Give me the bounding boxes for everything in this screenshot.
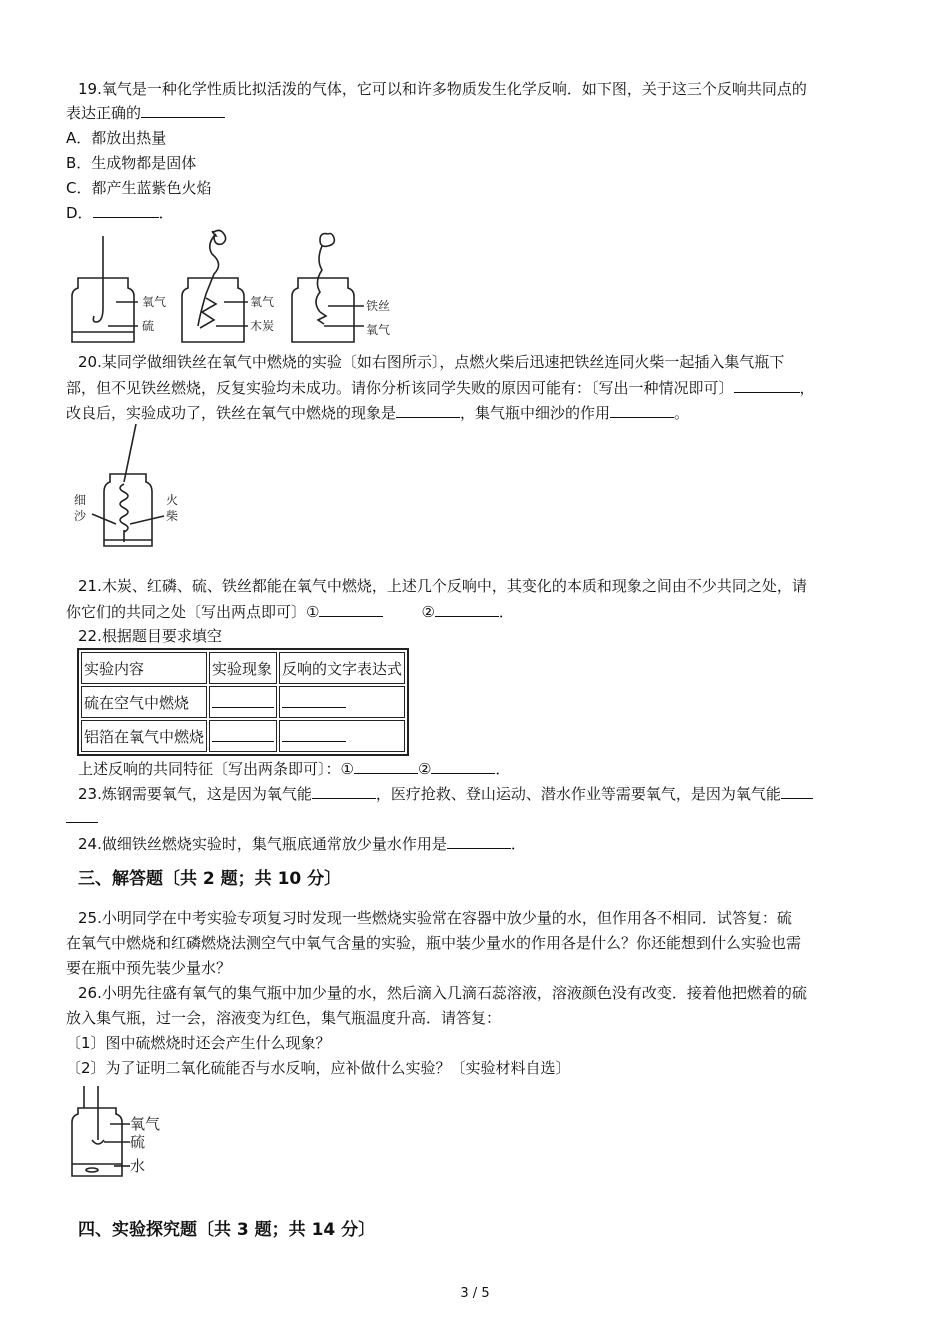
label-iron-wire: 铁丝 bbox=[366, 299, 391, 313]
table-header: 实验内容 bbox=[81, 652, 207, 684]
q20-line2: 部，但不见铁丝燃烧，反复实验均未成功。请你分析该同学失败的原因可能有：〔写出一种情况即可〕 ， bbox=[66, 379, 815, 397]
sulfur-jar-figure bbox=[70, 1084, 190, 1184]
label-oxygen: 氧气 bbox=[366, 323, 391, 337]
answer-cell[interactable] bbox=[279, 720, 405, 752]
answer-blank[interactable] bbox=[141, 103, 225, 118]
table-row bbox=[81, 686, 405, 718]
label-sulfur: 硫 bbox=[142, 319, 155, 333]
label-match: 火 bbox=[166, 493, 179, 507]
q19-option-a: A．都放出热量 bbox=[66, 129, 167, 147]
q21-line1: 21.木炭、红磷、硫、铁丝都能在氧气中燃烧，上述几个反响中，其变化的本质和现象之间由不少共同之处，请 bbox=[78, 577, 807, 595]
answer-cell[interactable] bbox=[209, 686, 277, 718]
iron-wire-jar-figure bbox=[72, 422, 192, 552]
answer-cell[interactable] bbox=[279, 686, 405, 718]
q22-title: 22.根据题目要求填空 bbox=[78, 627, 222, 645]
answer-blank[interactable] bbox=[447, 834, 511, 849]
q26-sub2: 〔2〕为了证明二氧化硫能否与水反响，应补做什么实验？〔实验材料自选〕 bbox=[66, 1059, 571, 1077]
q25-line1: 25.小明同学在中考实验专项复习时发现一些燃烧实验常在容器中放少量的水，但作用各不相同．试答复：硫 bbox=[78, 909, 792, 927]
q19-option-c: C．都产生蓝紫色火焰 bbox=[66, 179, 212, 197]
q22-footer: 上述反响的共同特征〔写出两条即可〕：① ② ． bbox=[78, 760, 511, 778]
label-match: 柴 bbox=[166, 509, 179, 523]
answer-blank[interactable] bbox=[93, 203, 159, 218]
answer-blank[interactable] bbox=[435, 602, 499, 617]
experiment-table bbox=[77, 648, 409, 756]
label-oxygen: 氧气 bbox=[142, 295, 167, 309]
table-header: 反响的文字表达式 bbox=[279, 652, 405, 684]
table-row bbox=[81, 720, 405, 752]
answer-cell[interactable] bbox=[209, 720, 277, 752]
q19-option-b: B．生成物都是固体 bbox=[66, 154, 197, 172]
answer-blank[interactable] bbox=[312, 784, 376, 799]
section-heading: 四、实验探究题〔共 3 题；共 14 分〕 bbox=[78, 1220, 376, 1240]
answer-blank[interactable] bbox=[396, 403, 460, 418]
answer-blank[interactable] bbox=[610, 403, 674, 418]
q19-line1: 19.氧气是一种化学性质比拟活泼的气体，它可以和许多物质发生化学反响．如下图，关于这三个反响共同点的 bbox=[78, 80, 807, 98]
q21-line2: 你它们的共同之处〔写出两点即可〕① ② ． bbox=[66, 603, 514, 621]
q19-line2: 表达正确的 bbox=[66, 103, 225, 123]
q26-line1: 26.小明先往盛有氧气的集气瓶中加少量的水，然后滴入几滴石蕊溶液，溶液颜色没有改变．接着他把燃着的硫 bbox=[78, 984, 807, 1002]
answer-blank[interactable] bbox=[734, 378, 800, 393]
label-oxygen: 氧气 bbox=[250, 295, 275, 309]
q19-option-d: D． ． bbox=[66, 204, 174, 222]
q26-line2: 放入集气瓶，过一会，溶液变为红色，集气瓶温度升高．请答复： bbox=[66, 1009, 502, 1027]
answer-blank[interactable] bbox=[354, 759, 418, 774]
three-reactions-figure bbox=[66, 230, 406, 348]
q25-line2: 在氧气中燃烧和红磷燃烧法测空气中氧气含量的实验，瓶中装少量水的作用各是什么？你还能想到什么实验也需 bbox=[66, 934, 802, 952]
table-cell: 铝箔在氧气中燃烧 bbox=[81, 720, 207, 752]
table-cell: 硫在空气中燃烧 bbox=[81, 686, 207, 718]
page-number: 3 / 5 bbox=[460, 1286, 490, 1301]
answer-blank[interactable] bbox=[781, 784, 813, 799]
q20-line3: 改良后，实验成功了，铁丝在氧气中燃烧的现象是 ，集气瓶中细沙的作用 。 bbox=[66, 404, 690, 422]
label-oxygen: 氧气 bbox=[130, 1115, 161, 1133]
q23-line1: 23.炼钢需要氧气，这是因为氧气能 ，医疗抢救、登山运动、潜水作业等需要氧气，是因为氧气能 bbox=[78, 784, 813, 804]
table-header: 实验现象 bbox=[209, 652, 277, 684]
answer-blank[interactable] bbox=[319, 602, 383, 617]
q23-line2 bbox=[66, 808, 98, 828]
answer-blank[interactable] bbox=[431, 759, 495, 774]
answer-blank[interactable] bbox=[66, 808, 98, 823]
label-water: 水 bbox=[130, 1157, 146, 1175]
section-heading: 三、解答题〔共 2 题；共 10 分〕 bbox=[78, 869, 342, 889]
label-fine-sand: 细 bbox=[74, 493, 87, 507]
label-fine-sand: 沙 bbox=[74, 509, 87, 523]
label-sulfur: 硫 bbox=[130, 1133, 146, 1151]
q24-line1: 24.做细铁丝燃烧实验时，集气瓶底通常放少量水作用是 ． bbox=[78, 835, 526, 853]
q26-sub1: 〔1〕图中硫燃烧时还会产生什么现象？ bbox=[66, 1034, 331, 1052]
q20-line1: 20.某同学做细铁丝在氧气中燃烧的实验〔如右图所示〕，点燃火柴后迅速把铁丝连同火柴一起插入集气瓶下 bbox=[78, 353, 785, 371]
label-charcoal: 木炭 bbox=[250, 319, 275, 333]
table-header-row bbox=[81, 652, 405, 684]
q25-line3: 要在瓶中预先装少量水？ bbox=[66, 959, 232, 977]
